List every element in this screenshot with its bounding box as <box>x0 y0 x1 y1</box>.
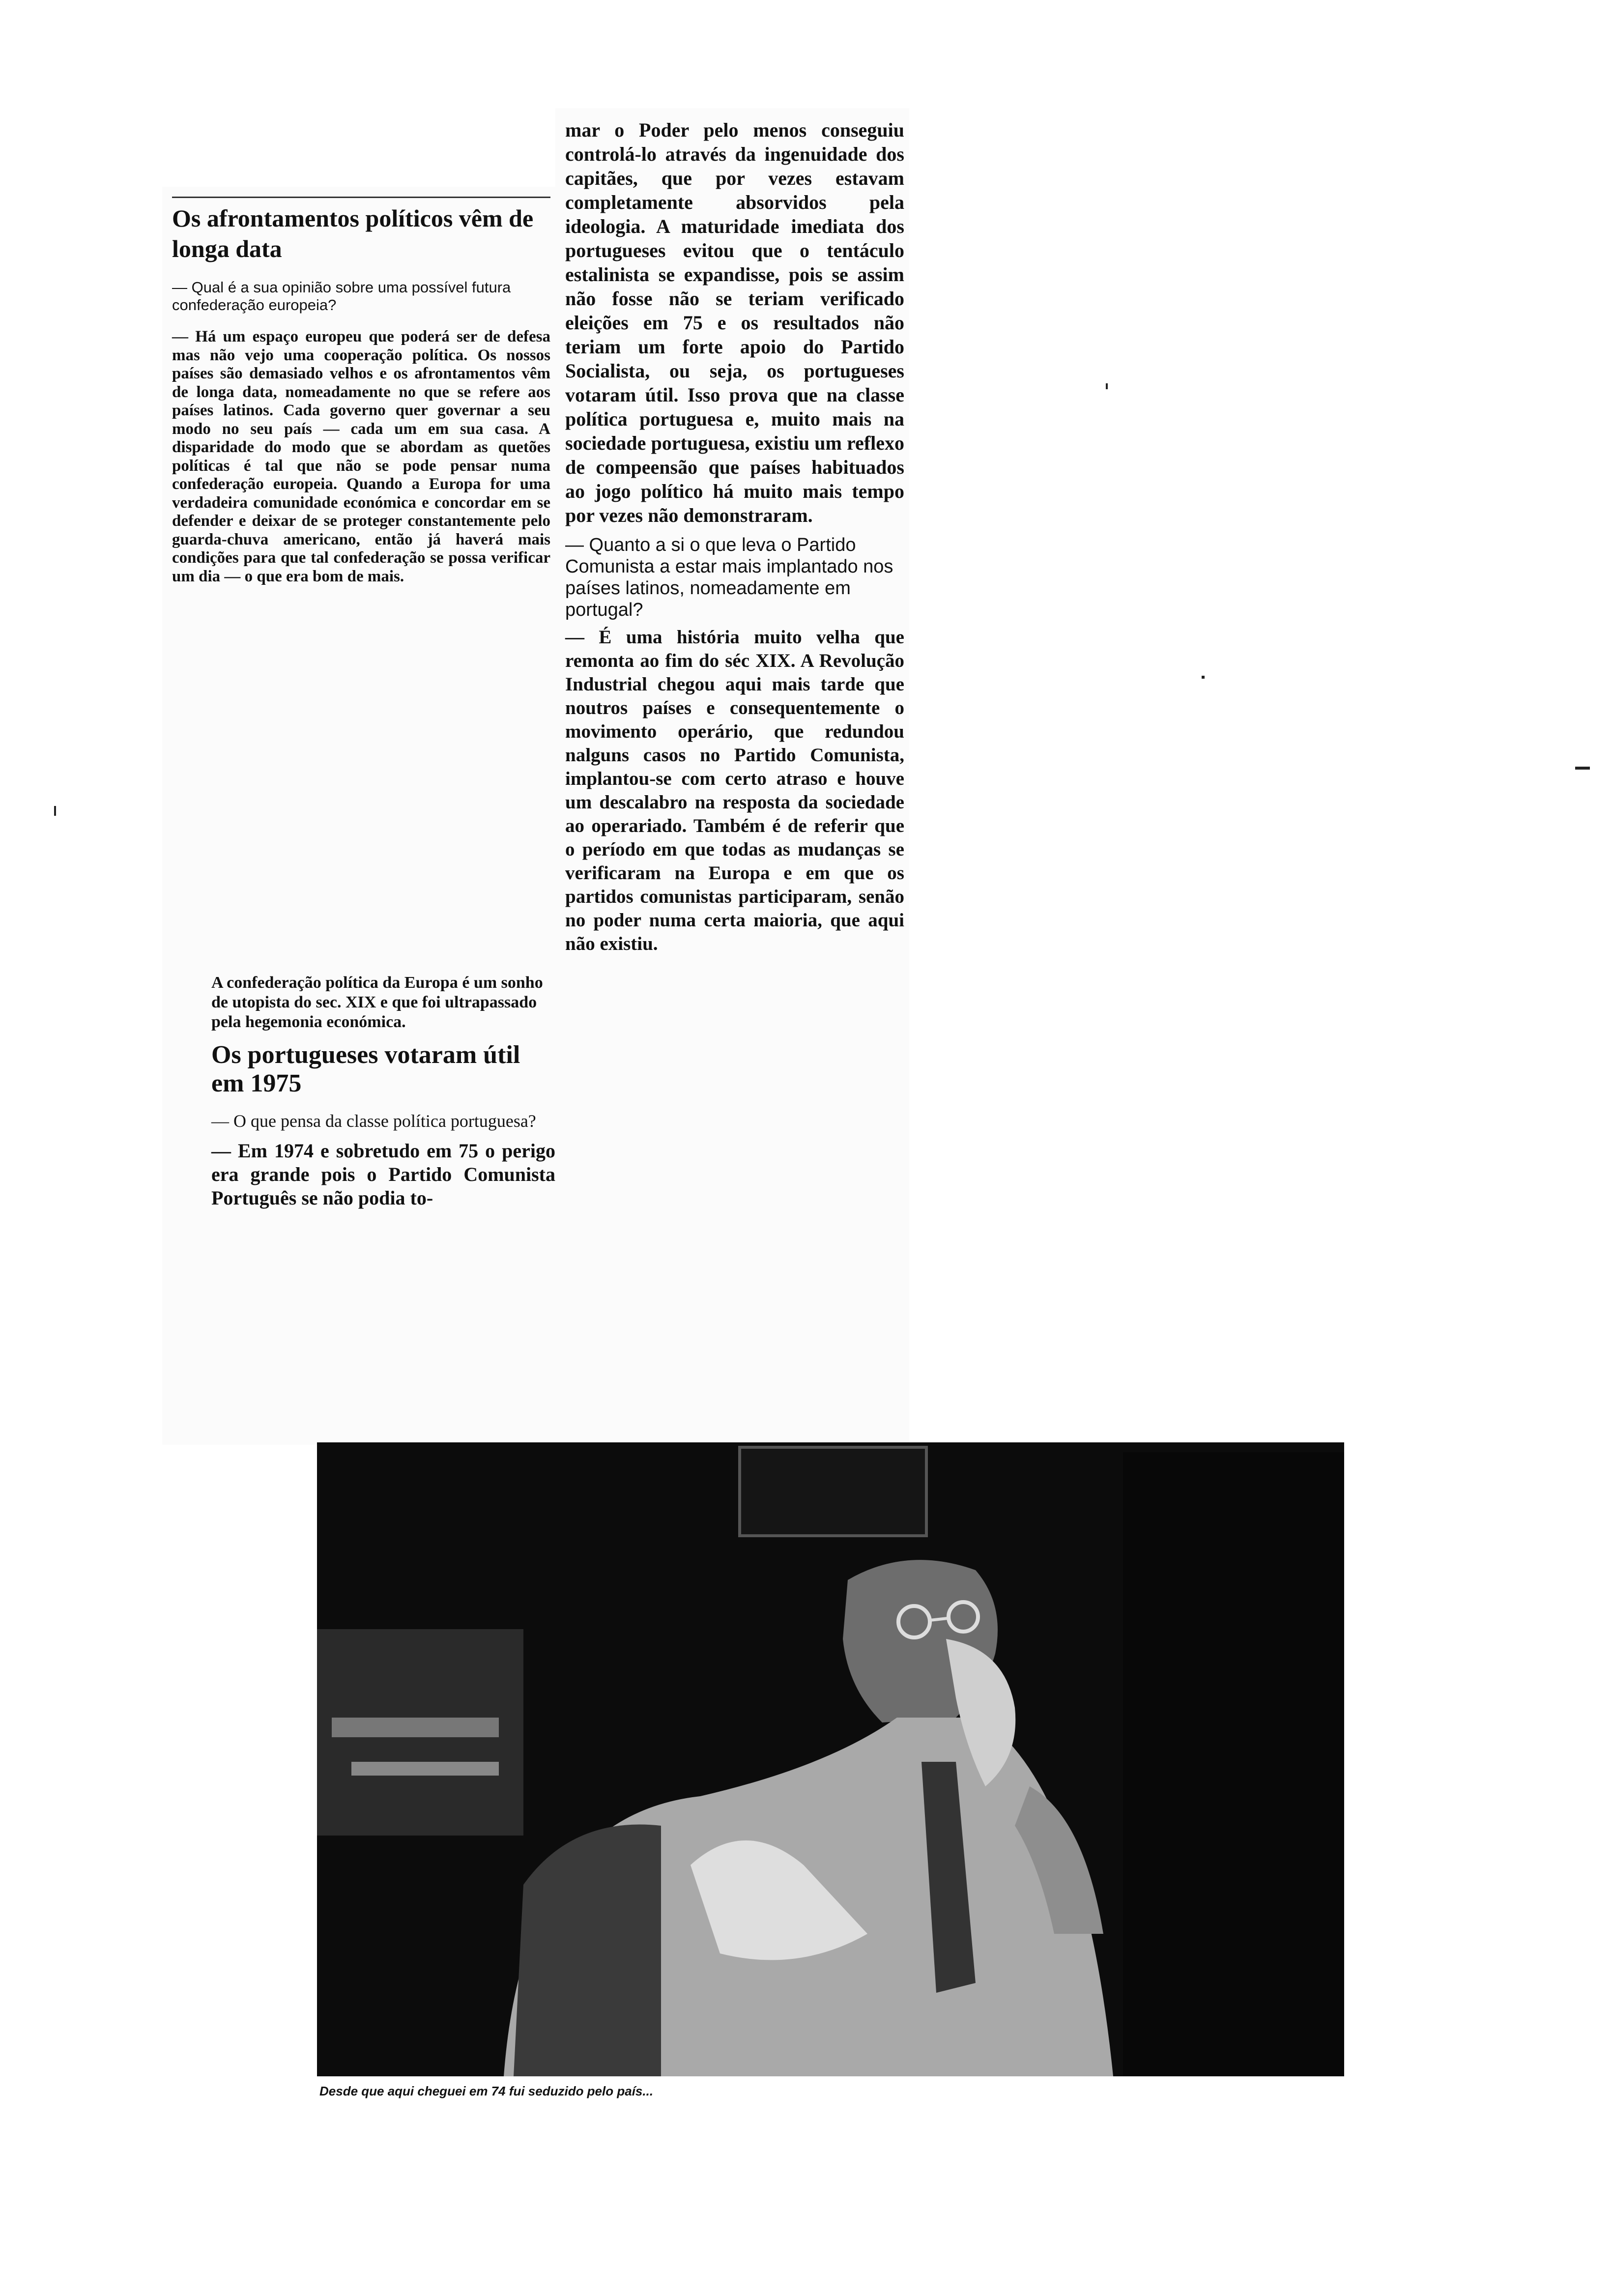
print-speck <box>1106 383 1108 389</box>
pull-quote: A confederação política da Europa é um sonho de utopista do sec. XIX e que foi ultrapassado pela hegemonia económica. <box>211 974 543 1031</box>
section-answer-2: — Em 1974 e sobretudo em 75 o perigo era grande pois o Partido Comunista Português se não podia to- <box>211 1140 555 1209</box>
section-question-2: — O que pensa da classe política portuguesa? <box>211 1111 536 1131</box>
print-speck <box>1575 767 1590 770</box>
left-column-bottom <box>211 968 555 1210</box>
section-question: — Qual é a sua opinião sobre uma possível futura confederação europeia? <box>172 279 511 314</box>
left-column-top <box>172 197 550 586</box>
print-speck <box>1202 676 1205 679</box>
right-question: — Quanto a si o que leva o Partido Comunista a estar mais implantado nos países latinos, nomeadamente em portugal? <box>565 535 893 620</box>
section-headline: Os afrontamentos políticos vêm de longa data <box>172 197 550 264</box>
section-answer: — Há um espaço europeu que poderá ser de defesa mas não vejo uma cooperação política. Os nossos países são demasiado velhos e os afrontamentos vêm de longa data, nomeadamente no que se refere aos países latinos. Cada governo quer governar a seu modo no seu país — cada um em sua casa. A disparidade do modo que se abordam as quetões políticas é tal que não se pode pensar numa confederação europeia. Quando a Europa for uma verdadeira comunidade económica e concordar em se defender e deixar de se proteger constantemente pelo guarda-chuva americano, então já haverá mais condições para que tal confederação se possa verificar um dia — o que era bom de mais. <box>172 328 550 585</box>
right-answer: — É uma história muito velha que remonta ao fim do séc XIX. A Revolução Industrial chegou aqui mais tarde que noutros países e consequentemente o movimento operário, que redundou nalguns casos no Partido Comunista, implantou-se com certo atraso e houve um descalabro na resposta da sociedade ao operariado. Também é de referir que o período em que todas as mudanças se verificaram na Europa e em que os partidos comunistas participaram, senão no poder numa certa maioria, que aqui não existiu. <box>565 627 904 954</box>
section-headline-2: Os portugueses votaram útil em 1975 <box>211 1041 520 1097</box>
portrait-photo-graphic <box>317 1442 1344 2076</box>
answer-continuation: mar o Poder pelo menos conseguiu controlá-lo através da ingenuidade dos capitães, que por vezes estavam completamente absorvidos pela ideologia. A maturidade imediata dos portugueses evitou que o tentáculo estalinista se expandisse, pois se assim não fosse não se teriam verificado eleições em 75 e os resultados não teriam um forte apoio do Partido Socialista, ou seja, os portugueses votaram útil. Isso prova que na classe política portuguesa e, muito mais na sociedade portuguesa, existiu um reflexo de compeensão que países habituados ao jogo político há muito mais tempo por vezes não demonstraram. <box>565 119 904 526</box>
print-speck <box>54 806 56 816</box>
right-column <box>565 118 904 956</box>
portrait-photo <box>317 1442 1344 2076</box>
photo-caption: Desde que aqui cheguei em 74 fui seduzido pelo país... <box>319 2084 654 2098</box>
